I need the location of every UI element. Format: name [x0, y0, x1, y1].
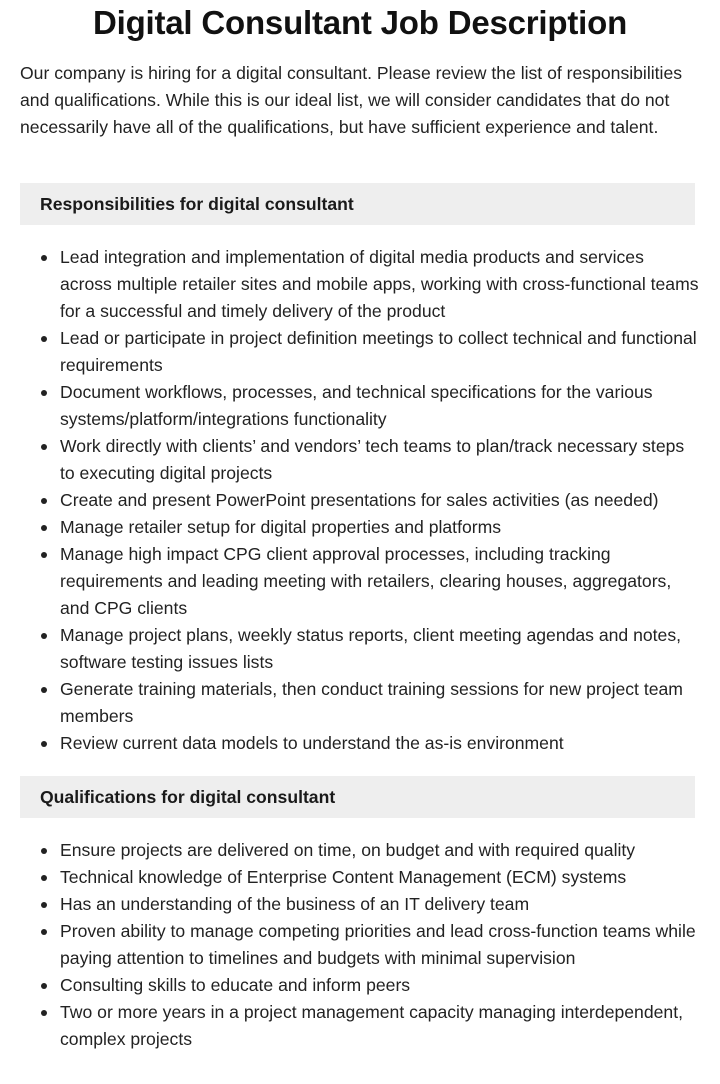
list-item-text: Technical knowledge of Enterprise Content Management (ECM) systems [60, 867, 627, 887]
bullet-icon [41, 983, 47, 989]
list-item [20, 379, 700, 433]
bullet-icon [41, 498, 47, 504]
list-item [20, 433, 700, 487]
bullet-icon [41, 929, 47, 935]
list-item [20, 864, 700, 891]
list-item-text: Lead or participate in project definition meetings to collect technical and functional requirements [60, 328, 697, 375]
list-item [20, 541, 700, 622]
list-item-text: Has an understanding of the business of an IT delivery team [60, 894, 530, 914]
list-item [20, 244, 700, 325]
page-title: Digital Consultant Job Description [92, 4, 628, 41]
bullet-icon [41, 687, 47, 693]
bullet-icon [41, 633, 47, 639]
responsibilities-heading: Responsibilities for digital consultant [20, 183, 695, 225]
responsibilities-list [20, 244, 700, 757]
list-item [20, 514, 700, 541]
list-item [20, 730, 700, 757]
list-item [20, 837, 700, 864]
bullet-icon [41, 1010, 47, 1016]
list-item [20, 325, 700, 379]
bullet-icon [41, 875, 47, 881]
bullet-icon [41, 741, 47, 747]
list-item-text: Manage high impact CPG client approval processes, including tracking requirements and leading meeting with retailers, clearing houses, aggregators, and CPG clients [60, 544, 672, 618]
qualifications-heading: Qualifications for digital consultant [20, 776, 695, 818]
qualifications-list [20, 837, 700, 1053]
intro-paragraph: Our company is hiring for a digital consultant. Please review the list of responsibilities and qualifications. While this is our ideal list, we will consider candidates that do not necessarily have all of the qualifications, but have sufficient experience and talent. [20, 63, 683, 137]
bullet-icon [41, 444, 47, 450]
bullet-icon [41, 848, 47, 854]
list-item-text: Work directly with clients’ and vendors’ tech teams to plan/track necessary steps to executing digital projects [60, 436, 685, 483]
list-item-text: Lead integration and implementation of digital media products and services across multiple retailer sites and mobile apps, working with cross-functional teams for a successful and timely delivery of the product [60, 247, 699, 321]
list-item-text: Two or more years in a project management capacity managing interdependent, complex projects [60, 1002, 683, 1049]
bullet-icon [41, 390, 47, 396]
bullet-icon [41, 525, 47, 531]
list-item-text: Review current data models to understand the as-is environment [60, 733, 564, 753]
bullet-icon [41, 336, 47, 342]
list-item-text: Manage retailer setup for digital properties and platforms [60, 517, 502, 537]
list-item [20, 918, 700, 972]
list-item [20, 891, 700, 918]
list-item-text: Generate training materials, then conduct training sessions for new project team members [60, 679, 683, 726]
bullet-icon [41, 902, 47, 908]
list-item [20, 676, 700, 730]
bullet-icon [41, 552, 47, 558]
list-item [20, 999, 700, 1053]
list-item-text: Create and present PowerPoint presentations for sales activities (as needed) [60, 490, 659, 510]
list-item-text: Ensure projects are delivered on time, on budget and with required quality [60, 840, 636, 860]
list-item [20, 622, 700, 676]
list-item-text: Manage project plans, weekly status reports, client meeting agendas and notes, software testing issues lists [60, 625, 682, 672]
bullet-icon [41, 255, 47, 261]
list-item [20, 487, 700, 514]
list-item [20, 972, 700, 999]
list-item-text: Proven ability to manage competing priorities and lead cross-function teams while paying attention to timelines and budgets with minimal supervision [60, 921, 696, 968]
list-item-text: Document workflows, processes, and technical specifications for the various systems/platform/integrations functionality [60, 382, 653, 429]
list-item-text: Consulting skills to educate and inform peers [60, 975, 411, 995]
